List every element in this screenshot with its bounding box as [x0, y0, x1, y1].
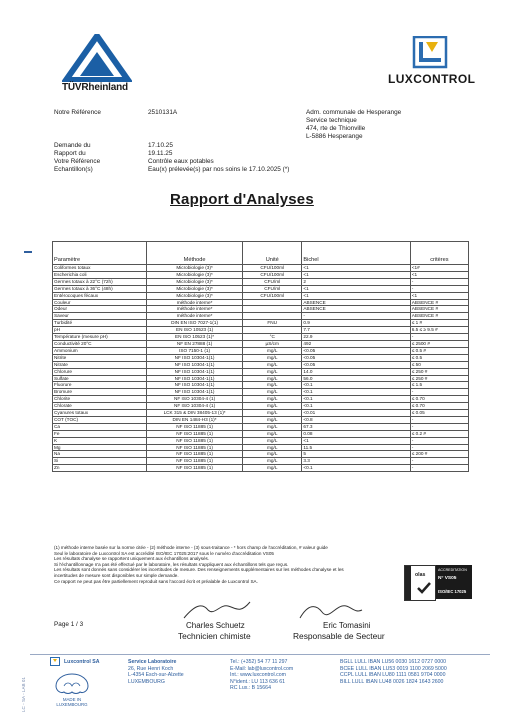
luxcontrol-small-icon	[50, 657, 60, 666]
footer-divider	[30, 654, 490, 655]
cell-valeur: <0.1	[302, 396, 410, 403]
cell-methode: EN ISO 10523 (1)*	[147, 334, 243, 341]
cell-parametre: Mg	[53, 444, 147, 451]
footer-contacts	[230, 659, 293, 692]
margin-mark	[24, 251, 32, 253]
cell-methode: NF ISO 10304-1(1)	[147, 361, 243, 368]
cell-unite: mg/L	[243, 423, 302, 430]
table-row	[53, 375, 469, 382]
table-row	[53, 444, 469, 451]
cell-methode: EN ISO 10523 (1)	[147, 327, 243, 334]
table-row	[53, 340, 469, 347]
cell-parametre: Chlorure	[53, 368, 147, 375]
olas-badge	[404, 565, 436, 601]
cell-parametre: Bromure	[53, 389, 147, 396]
meta-block	[54, 142, 314, 174]
cell-unite: CFU/ml	[243, 278, 302, 285]
cell-methode: NF ISO 10304-4 (1)	[147, 403, 243, 410]
cell-unite: mg/L	[243, 354, 302, 361]
table-row	[53, 423, 469, 430]
cell-parametre: Sulfate	[53, 375, 147, 382]
cell-critere: ≤ 250 #	[410, 375, 468, 382]
cell-unite: mg/L	[243, 368, 302, 375]
cell-methode: Microbiologie (3)*	[147, 278, 243, 285]
cell-critere: ≤ 0.70	[410, 396, 468, 403]
cell-unite: mg/L	[243, 375, 302, 382]
cell-parametre: Germes totaux à 36°C (48h)	[53, 285, 147, 292]
luxcontrol-logo	[388, 36, 474, 96]
header-methode: Méthode	[147, 242, 243, 265]
table-row	[53, 465, 469, 472]
cell-parametre: Ca	[53, 423, 147, 430]
cell-valeur: <0.05	[302, 354, 410, 361]
footer-address-line: LUXEMBOURG	[128, 678, 165, 685]
cell-methode: NF ISO 11885 (1)	[147, 423, 243, 430]
footer-contact: E-Mail: lab@luxcontrol.com	[230, 665, 294, 672]
cell-methode: NF ISO 11885 (1)	[147, 458, 243, 465]
footer-company: Luxcontrol SA	[64, 659, 100, 665]
cell-unite	[243, 299, 302, 306]
cell-critere: <1	[410, 292, 468, 299]
footer-bank: BCEE LULL IBAN LU53 0019 1100 2069 5000	[340, 665, 447, 672]
cell-unite: mg/L	[243, 403, 302, 410]
cell-critere: ≤ 250 #	[410, 368, 468, 375]
tuv-triangle-icon	[62, 34, 132, 82]
cell-parametre: K	[53, 437, 147, 444]
footer-banks	[340, 659, 447, 685]
footnote: Les résultats sont donnés sans considérer les incertitudes de mesure. Des renseignements supplémentaires sur les méthodes d'analyse et les	[54, 567, 344, 573]
cell-methode: Microbiologie (3)*	[147, 265, 243, 272]
cell-valeur: 2	[302, 278, 410, 285]
reference-value: 2510131A	[148, 109, 178, 116]
cell-valeur: <1	[302, 265, 410, 272]
footer-lab	[128, 659, 184, 685]
cell-parametre: Cyanures totaux	[53, 410, 147, 417]
footer-bank: BGLL LULL IBAN LU56 0030 1612 0727 0000	[340, 659, 447, 665]
cell-methode: NF ISO 10304-1(1)	[147, 368, 243, 375]
meta-label: Demande du	[54, 142, 91, 149]
cell-valeur: <0.1	[302, 382, 410, 389]
cell-parametre: Conductivité 20°C	[53, 340, 147, 347]
made-in-luxembourg-icon	[50, 672, 94, 696]
cell-parametre: Ammonium	[53, 347, 147, 354]
cell-valeur: -	[302, 313, 410, 320]
cell-parametre: Nitrate	[53, 361, 147, 368]
reference-label: Notre Référence	[54, 109, 101, 116]
footer-service: Service Laboratoire	[128, 659, 177, 665]
cell-critere: ABSENCE #	[410, 313, 468, 320]
cell-methode: ISO 7150-1 (1)	[147, 347, 243, 354]
footnote: incertitudes de mesure sont disponibles sur simple demande.	[54, 572, 179, 578]
client-line: Adm. communale de Hesperange	[306, 109, 402, 116]
page-number: Page 1 / 3	[54, 621, 84, 628]
cell-parametre: Entérocoques fécaux	[53, 292, 147, 299]
cell-unite: mg/L	[243, 361, 302, 368]
cell-valeur: <0.01	[302, 410, 410, 417]
cell-methode: NF ISO 10304-1(1)	[147, 375, 243, 382]
table-row	[53, 306, 469, 313]
meta-value: Contrôle eaux potables	[148, 158, 214, 165]
cell-valeur: 67.3	[302, 423, 410, 430]
cell-critere: ≤ 0.2 #	[410, 430, 468, 437]
check-icon	[416, 581, 432, 595]
cell-valeur: 3.3	[302, 458, 410, 465]
table-row	[53, 361, 469, 368]
cell-valeur: 22.9	[302, 334, 410, 341]
cell-parametre: Température (mesure pH)	[53, 334, 147, 341]
cell-critere: ABSENCE #	[410, 299, 468, 306]
cell-unite: µS/cm	[243, 340, 302, 347]
results-table	[52, 241, 469, 472]
table-row	[53, 327, 469, 334]
cell-methode: NF ISO 11885 (1)	[147, 444, 243, 451]
cell-critere: -	[410, 437, 468, 444]
signature-name: Charles Schuetz	[186, 621, 245, 630]
footer-bank: BILL LULL IBAN LU48 0026 1824 1643 2600	[340, 678, 444, 685]
client-line: L-5886 Hesperange	[306, 133, 363, 140]
report-title: Rapport d'Analyses	[170, 191, 314, 208]
cell-methode: LCK 315 & DIN 38405-13 (1)*	[147, 410, 243, 417]
cell-methode: NF ISO 10304-1(1)	[147, 382, 243, 389]
meta-label: Rapport du	[54, 150, 86, 157]
cell-parametre: pH	[53, 327, 147, 334]
cell-valeur: 5	[302, 451, 410, 458]
table-row	[53, 334, 469, 341]
cell-critere: ABSENCE #	[410, 306, 468, 313]
side-code: LC - SA - LAB 01	[21, 677, 26, 712]
accreditation-top: ACCREDITATION	[438, 568, 467, 572]
table-row	[53, 389, 469, 396]
cell-methode: Microbiologie (3)*	[147, 285, 243, 292]
cell-parametre: Turbidité	[53, 320, 147, 327]
cell-parametre: Germes totaux à 22°C (72h)	[53, 278, 147, 285]
table-row	[53, 437, 469, 444]
cell-critere: ≤ 0.5 #	[410, 347, 468, 354]
cell-methode: Microbiologie (3)*	[147, 271, 243, 278]
cell-methode: Microbiologie (3)*	[147, 292, 243, 299]
table-row	[53, 354, 469, 361]
cell-valeur: ABSENCE	[302, 306, 410, 313]
cell-valeur: 7.7	[302, 327, 410, 334]
cell-critere: -	[410, 444, 468, 451]
cell-unite: mg/L	[243, 416, 302, 423]
cell-valeur: <1	[302, 292, 410, 299]
cell-parametre: COT (TOC)	[53, 416, 147, 423]
footer-address-line: 26, Rue Henri Koch	[128, 665, 174, 672]
accreditation-norm: ISO/IEC 17025	[438, 589, 467, 594]
cell-critere: ≤ 200 #	[410, 451, 468, 458]
cell-valeur: <0.05	[302, 347, 410, 354]
cell-critere: -	[410, 423, 468, 430]
cell-critere: ≤ 1 #	[410, 320, 468, 327]
cell-parametre: Na	[53, 451, 147, 458]
cell-critere: -	[410, 465, 468, 472]
cell-unite	[243, 306, 302, 313]
client-line: Service technique	[306, 117, 357, 124]
cell-parametre: Odeur	[53, 306, 147, 313]
cell-critere: <1	[410, 271, 468, 278]
table-row	[53, 320, 469, 327]
header-criteres: critères	[410, 242, 468, 265]
cell-unite: mg/L	[243, 430, 302, 437]
cell-valeur: <0.1	[302, 403, 410, 410]
cell-methode: NF EN 27888 (1)	[147, 340, 243, 347]
cell-unite: mg/L	[243, 444, 302, 451]
signature-role: Technicien chimiste	[178, 631, 251, 641]
cell-methode: méthode interne*	[147, 313, 243, 320]
cell-critere: ≤ 1.5	[410, 382, 468, 389]
cell-valeur: <0.8	[302, 416, 410, 423]
table-row	[53, 271, 469, 278]
cell-methode: NF ISO 11885 (1)	[147, 437, 243, 444]
footer-address-line: L-4354 Esch-sur-Alzette	[128, 672, 184, 679]
cell-parametre: Zn	[53, 465, 147, 472]
table-row	[53, 299, 469, 306]
cell-unite: mg/L	[243, 465, 302, 472]
cell-unite: mg/L	[243, 458, 302, 465]
footnotes	[54, 545, 384, 584]
olas-label: olas	[415, 572, 426, 578]
cell-unite: CFU/100ml	[243, 292, 302, 299]
cell-valeur: <1	[302, 271, 410, 278]
cell-valeur: ABSENCE	[302, 299, 410, 306]
cell-unite: mg/L	[243, 437, 302, 444]
signature-scribble	[180, 598, 260, 622]
luxcontrol-emblem-icon	[388, 36, 474, 70]
cell-unite: CFU/100ml	[243, 271, 302, 278]
accreditation-number: N° VS05	[438, 576, 457, 581]
cell-unite: CFU/100ml	[243, 265, 302, 272]
meta-value: Eau(x) prélevée(s) par nos soins le 17.10.2025 (*)	[148, 166, 290, 173]
cell-critere: 6.5 ≤ ≥ 9.5 #	[410, 327, 468, 334]
cell-methode: NF ISO 10304-1(1)	[147, 354, 243, 361]
table-row	[53, 265, 469, 272]
table-header-row	[53, 242, 469, 265]
cell-unite: mg/L	[243, 410, 302, 417]
cell-critere: ≤ 50	[410, 361, 468, 368]
cell-parametre: Fe	[53, 430, 147, 437]
header-unite: Unité	[243, 242, 302, 265]
cell-unite	[243, 327, 302, 334]
cell-critere: -	[410, 278, 468, 285]
cell-valeur: <1	[302, 285, 410, 292]
table-row	[53, 313, 469, 320]
cell-valeur: 14.0	[302, 368, 410, 375]
cell-valeur: <1	[302, 437, 410, 444]
cell-parametre: Fluorure	[53, 382, 147, 389]
table-row	[53, 347, 469, 354]
cell-critere: ≤ 0.70	[410, 403, 468, 410]
signature-role: Responsable de Secteur	[293, 631, 385, 641]
header-bichel: Bichel	[302, 242, 410, 265]
client-line: 474, rte de Thionville	[306, 125, 366, 132]
table-row	[53, 458, 469, 465]
cell-parametre: Couleur	[53, 299, 147, 306]
cell-methode: NF ISO 10304-1(1)	[147, 389, 243, 396]
cell-valeur: 492	[302, 340, 410, 347]
cell-critere: ≤ 0.5	[410, 354, 468, 361]
table-row	[53, 278, 469, 285]
cell-parametre: Si	[53, 458, 147, 465]
cell-critere: ≤ 2500 #	[410, 340, 468, 347]
accreditation-badge	[436, 565, 472, 599]
footnote: Seul le laboratoire de Luxcontrol SA est accrédité ISO/IEC 17025:2017 sous le numéro d'accréditation VS05	[54, 550, 274, 556]
cell-valeur: <0.05	[302, 361, 410, 368]
footer-contact: Int.: www.luxcontrol.com	[230, 672, 286, 679]
cell-unite	[243, 313, 302, 320]
meta-label: Votre Référence	[54, 158, 101, 165]
tuv-wordmark: TÜVRheinland	[62, 82, 128, 93]
cell-methode: NF ISO 11885 (1)	[147, 465, 243, 472]
footer-contact: RC Lux.: B 15664	[230, 685, 271, 692]
meta-label: Echantillon(s)	[54, 166, 93, 173]
cell-parametre: Escherichia coli	[53, 271, 147, 278]
cell-methode: NF ISO 10304-4 (1)	[147, 396, 243, 403]
cell-valeur: <0.1	[302, 389, 410, 396]
cell-unite: mg/L	[243, 396, 302, 403]
cell-critere: -	[410, 458, 468, 465]
footer-contact: N°ident.: LU 113 636 61	[230, 678, 286, 685]
tuv-logo	[62, 34, 132, 94]
table-row	[53, 285, 469, 292]
footnote: Si l'échantillonnage n'a pas été effectué par le laboratoire, les résultats s'appliquent aux échantillons tels que reçus.	[54, 561, 289, 567]
table-row	[53, 396, 469, 403]
cell-valeur: <0.1	[302, 465, 410, 472]
footnote: Les résultats d'analyse se rapportent uniquement aux échantillons analysés.	[54, 556, 210, 562]
signature-scribble	[296, 600, 366, 622]
table-row	[53, 368, 469, 375]
cell-critere: -	[410, 285, 468, 292]
cell-parametre: Nitrite	[53, 354, 147, 361]
table-row	[53, 292, 469, 299]
cell-methode: NF ISO 11885 (1)	[147, 451, 243, 458]
cell-parametre: Coliformes totaux	[53, 265, 147, 272]
footnote: (1) méthode interne basée sur la norme citée - (2) méthode interne - (3) sous-traitance - * hors champ de l'accréditation, # valeur guide	[54, 545, 328, 550]
cell-parametre: Saveur	[53, 313, 147, 320]
client-address	[306, 109, 401, 141]
cell-critere: -	[410, 389, 468, 396]
cell-methode: méthode interne*	[147, 299, 243, 306]
cell-methode: NF ISO 11885 (1)	[147, 430, 243, 437]
footer-contact: Tel.: (+352) 54 77 11 297	[230, 659, 288, 665]
cell-methode: DIN EN 1484-H3 (1)*	[147, 416, 243, 423]
cell-methode: DIN EN ISO 7027-1(1)	[147, 320, 243, 327]
made-in-label: MADE IN LUXEMBOURG	[56, 697, 88, 707]
table-row	[53, 403, 469, 410]
cell-valeur: 0.08	[302, 430, 410, 437]
table-row	[53, 451, 469, 458]
cell-methode: méthode interne*	[147, 306, 243, 313]
footnote: Ce rapport ne peut pas être partiellement reproduit sans l'accord écrit et préalable de Luxcontrol SA.	[54, 578, 258, 584]
cell-unite: mg/L	[243, 382, 302, 389]
table-row	[53, 382, 469, 389]
signature-name: Eric Tomasini	[323, 621, 371, 630]
cell-unite: CFU/ml	[243, 285, 302, 292]
cell-unite: °C	[243, 334, 302, 341]
cell-parametre: Chlorite	[53, 396, 147, 403]
table-row	[53, 430, 469, 437]
cell-valeur: 56.0	[302, 375, 410, 382]
made-in-lux-logo	[50, 672, 94, 708]
cell-critere: <1#	[410, 265, 468, 272]
table-row	[53, 410, 469, 417]
cell-unite: mg/L	[243, 347, 302, 354]
meta-value: 17.10.25	[148, 142, 173, 149]
header-parametre: Paramètre	[53, 242, 147, 265]
cell-parametre: Chlorate	[53, 403, 147, 410]
cell-valeur: 11.5	[302, 444, 410, 451]
footer-bank: CCPL LULL IBAN LU80 1111 0581 9704 0000	[340, 672, 446, 679]
table-row	[53, 416, 469, 423]
meta-value: 19.11.25	[148, 150, 173, 157]
cell-unite: FNU	[243, 320, 302, 327]
cell-critere: -	[410, 416, 468, 423]
cell-valeur: 0.9	[302, 320, 410, 327]
cell-unite: mg/L	[243, 451, 302, 458]
luxcontrol-wordmark: LUXCONTROL	[388, 72, 476, 86]
cell-unite: mg/L	[243, 389, 302, 396]
cell-critere: ≤ 0.05	[410, 410, 468, 417]
cell-critere: -	[410, 334, 468, 341]
